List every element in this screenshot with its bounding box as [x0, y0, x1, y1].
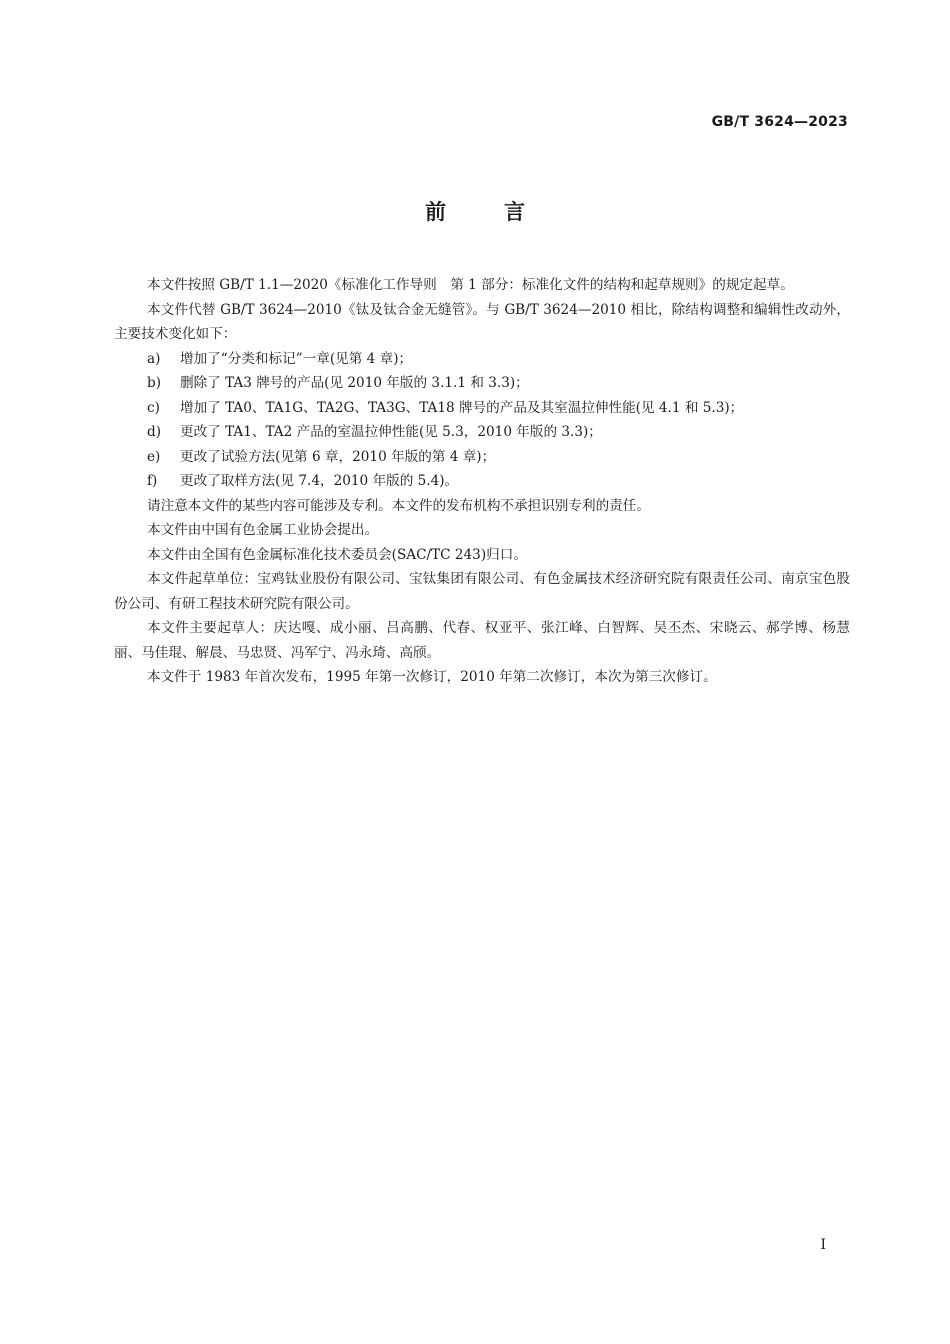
paragraph-history: 本文件于 1983 年首次发布，1995 年第一次修订，2010 年第二次修订，本次为第三次修订。 [147, 669, 717, 685]
page-number: I [820, 1237, 826, 1253]
change-item [114, 347, 850, 372]
change-item-label: f) [147, 473, 158, 489]
paragraph-drafters: 本文件主要起草人：庆达嘎、成小丽、吕高鹏、代春、权亚平、张江峰、白智辉、吴丕杰、宋晓云、郝学博、杨慧丽、马佳琨、解晨、马忠贤、冯军宁、冯永琦、高颀。 [114, 620, 850, 661]
change-item-text: 增加了“分类和标记”一章(见第 4 章)； [180, 350, 413, 367]
paragraph-drafting-units: 本文件起草单位：宝鸡钛业股份有限公司、宝钛集团有限公司、有色金属技术经济研究院有限责任公司、南京宝色股份公司、有研工程技术研究院有限公司。 [114, 571, 850, 612]
paragraph-drafting-rules: 本文件按照 GB/T 1.1—2020《标准化工作导则 第 1 部分：标准化文件的结构和起草规则》的规定起草。 [147, 277, 794, 293]
standard-number: GB/T 3624—2023 [711, 114, 848, 130]
paragraph-proposer: 本文件由中国有色金属工业协会提出。 [147, 522, 379, 538]
change-item-label: c) [147, 399, 160, 416]
page-title: 前言 [425, 200, 583, 224]
change-item [114, 445, 850, 470]
change-item-label: a) [147, 350, 161, 367]
change-item [114, 469, 850, 494]
paragraph-patent-notice: 请注意本文件的某些内容可能涉及专利。本文件的发布机构不承担识别专利的责任。 [147, 497, 650, 514]
change-item-text: 增加了 TA0、TA1G、TA2G、TA3G、TA18 牌号的产品及其室温拉伸性能(见 4.1 和 5.3)； [180, 399, 744, 416]
foreword-body [114, 273, 850, 690]
change-item-text: 更改了试验方法(见第 6 章，2010 年版的第 4 章)； [180, 448, 496, 465]
change-item-label: b) [147, 375, 162, 391]
change-item [114, 420, 850, 445]
change-item-text: 删除了 TA3 牌号的产品(见 2010 年版的 3.1.1 和 3.3)； [180, 375, 529, 391]
paragraph-replaces: 本文件代替 GB/T 3624—2010《钛及钛合金无缝管》。与 GB/T 3624—2010 相比，除结构调整和编辑性改动外，主要技术变化如下： [114, 301, 850, 342]
change-item [114, 396, 850, 421]
change-item-label: d) [147, 424, 162, 440]
change-item [114, 371, 850, 396]
change-item-label: e) [147, 448, 161, 465]
paragraph-committee: 本文件由全国有色金属标准化技术委员会(SAC/TC 243)归口。 [147, 546, 527, 563]
change-item-text: 更改了 TA1、TA2 产品的室温拉伸性能(见 5.3，2010 年版的 3.3)； [180, 424, 602, 440]
change-item-text: 更改了取样方法(见 7.4，2010 年版的 5.4)。 [180, 473, 459, 489]
